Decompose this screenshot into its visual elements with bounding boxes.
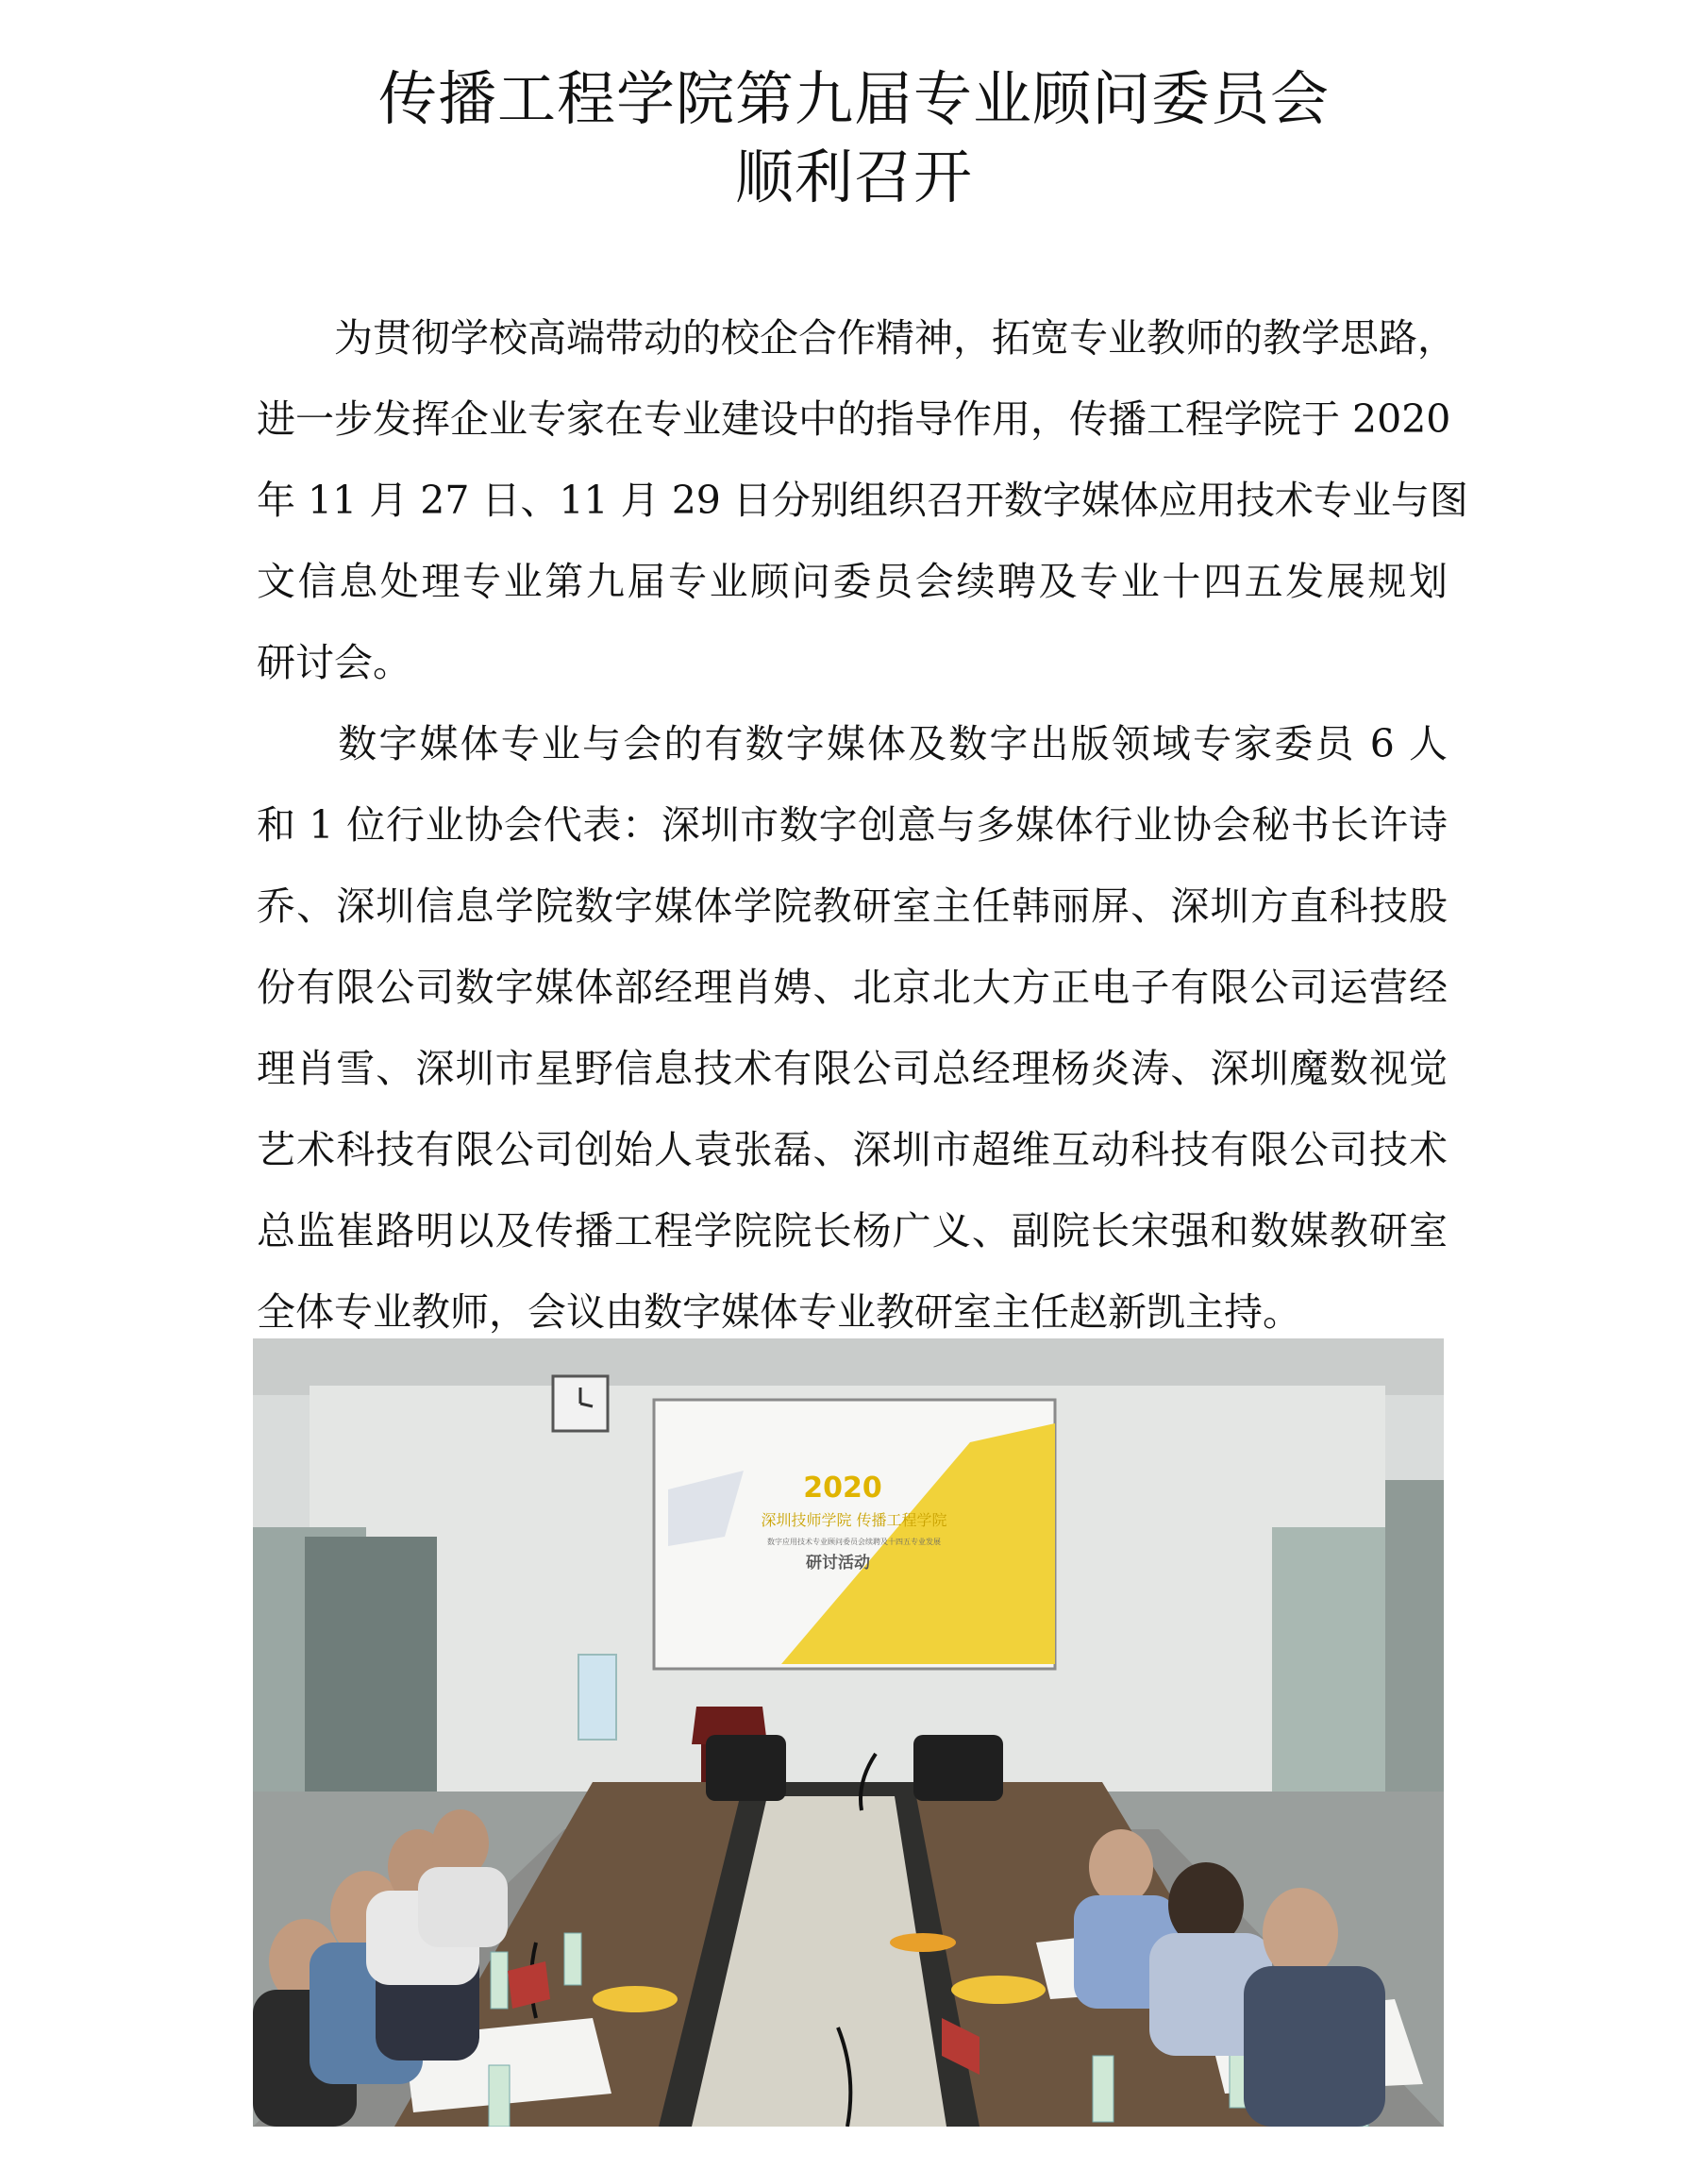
page-title: 传播工程学院第九届专业顾问委员会 — [377, 64, 1330, 133]
paragraph1-line: 研讨会。 — [257, 640, 411, 685]
paragraph1-line: 进一步发挥企业专家在专业建设中的指导作用，传播工程学院于 2020 — [257, 396, 1451, 442]
clock-icon — [553, 1376, 608, 1431]
paragraph1-line: 文信息处理专业第九届专业顾问委员会续聘及专业十四五发展规划 — [257, 559, 1448, 604]
page-title-line2: 顺利召开 — [734, 143, 973, 211]
chair — [913, 1735, 1003, 1801]
paragraph2-line: 艺术科技有限公司创始人袁张磊、深圳市超维互动科技有限公司技术 — [257, 1127, 1448, 1172]
screen-line3: 研讨活动 — [806, 1554, 870, 1573]
paragraph2-line: 全体专业教师，会议由数字媒体专业教研室主任赵新凯主持。 — [257, 1289, 1301, 1335]
paragraph2-line: 总监崔路明以及传播工程学院院长杨广义、副院长宋强和数媒教研室 — [257, 1208, 1448, 1253]
article-body — [257, 297, 1468, 1353]
screen-line1: 深圳技师学院 传播工程学院 — [761, 1511, 947, 1529]
paragraph2-line: 乔、深圳信息学院数字媒体学院教研室主任韩丽屏、深圳方直科技股 — [257, 883, 1448, 929]
screen-line2: 数字应用技术专业顾问委员会续聘及十四五专业发展 — [767, 1538, 941, 1546]
paragraph1-line: 为贯彻学校高端带动的校企合作精神，拓宽专业教师的教学思路， — [257, 315, 1456, 361]
screen-year: 2020 — [803, 1472, 882, 1505]
paragraph2-line: 份有限公司数字媒体部经理肖娉、北京北大方正电子有限公司运营经 — [257, 965, 1448, 1010]
chair — [706, 1735, 786, 1801]
paragraph2-line: 理肖雪、深圳市星野信息技术有限公司总经理杨炎涛、深圳魔数视觉 — [257, 1046, 1448, 1091]
meeting-photo — [253, 1338, 1444, 2127]
paragraph1-line: 年 11 月 27 日、11 月 29 日分别组织召开数字媒体应用技术专业与图 — [257, 478, 1468, 523]
paragraph2-line: 数字媒体专业与会的有数字媒体及数字出版领域专家委员 6 人 — [257, 721, 1448, 766]
paragraph2-line: 和 1 位行业协会代表：深圳市数字创意与多媒体行业协会秘书长许诗 — [257, 802, 1448, 848]
